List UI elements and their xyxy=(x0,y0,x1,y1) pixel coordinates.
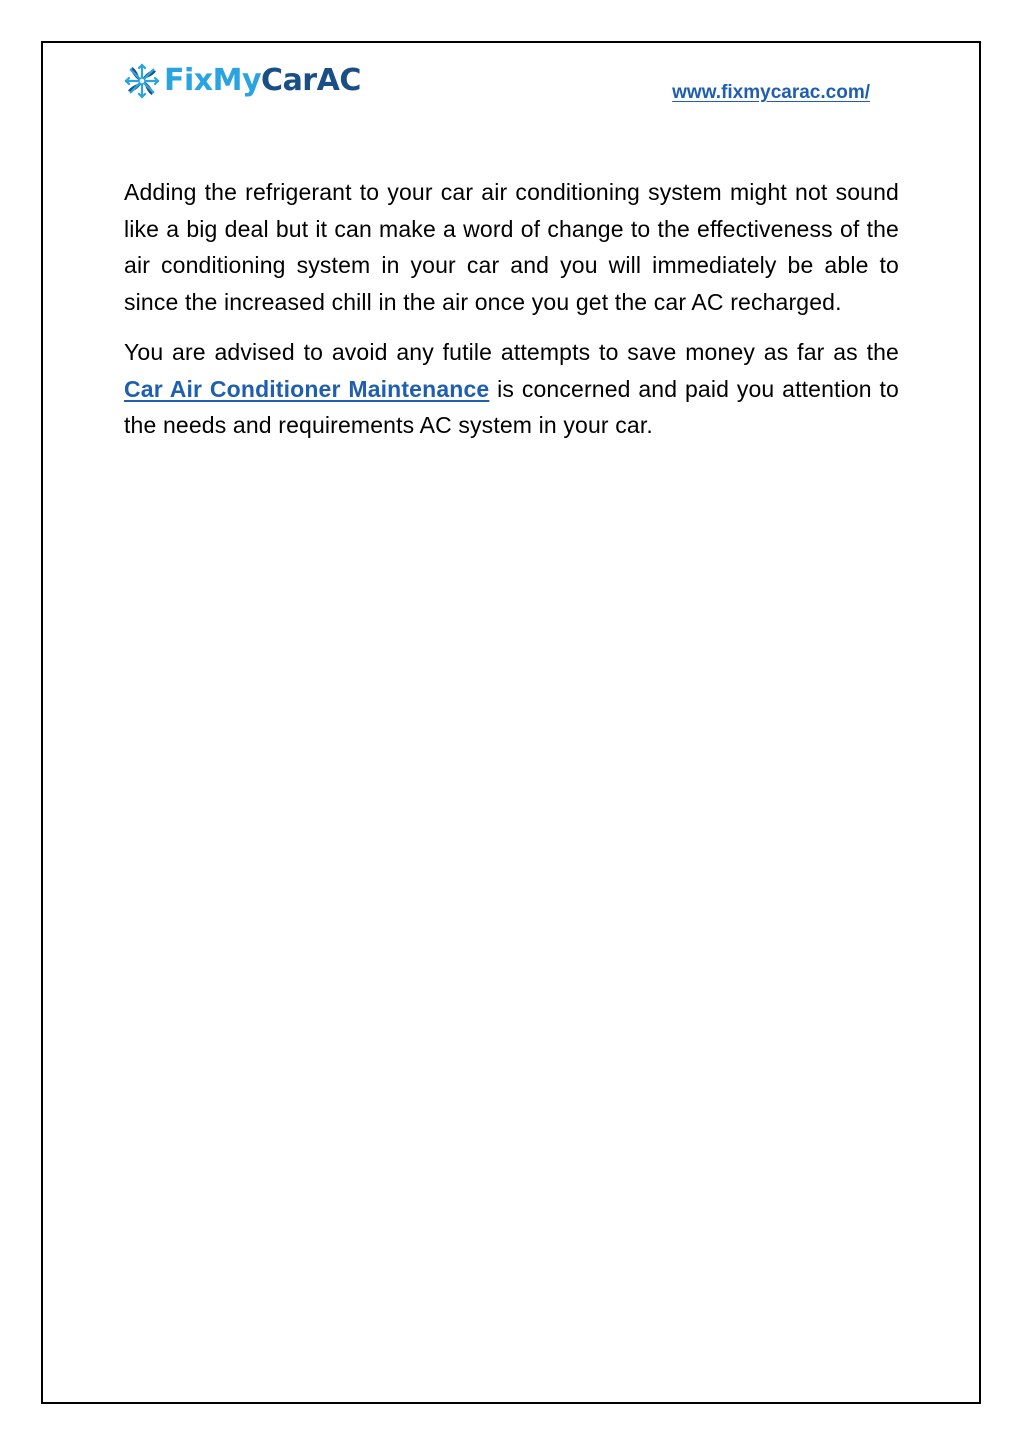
paragraph-2 xyxy=(124,334,899,444)
document-body xyxy=(124,174,899,458)
car-ac-maintenance-link[interactable]: Car Air Conditioner Maintenance xyxy=(124,375,490,402)
brand-logo[interactable] xyxy=(124,62,361,100)
paragraph-2-after-link: is concerned and paid you attention to the needs and requirements AC system in your car. xyxy=(124,375,899,438)
logo-text-part-a: FixMy xyxy=(164,63,262,98)
snowflake-fan-icon xyxy=(124,63,160,99)
paragraph-1: Adding the refrigerant to your car air conditioning system might not sound like a big deal but it can make a word of change to the effectiveness of the air conditioning system in your car and you will immediately be able to since the increased chill in the air once you get the car AC recharged. xyxy=(124,179,899,315)
logo-text-part-b: CarAC xyxy=(261,63,361,98)
website-link[interactable]: www.fixmycarac.com/ xyxy=(672,82,870,103)
paragraph-2-before-link: You are advised to avoid any futile attempts to save money as far as the xyxy=(124,339,899,365)
logo-text xyxy=(164,63,361,98)
